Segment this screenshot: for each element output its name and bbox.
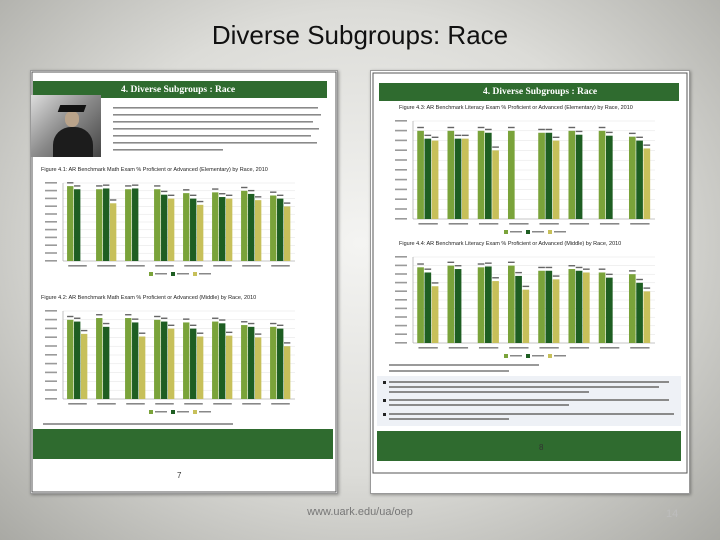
bar [270,327,276,399]
data-label [417,263,424,264]
bar [270,195,276,261]
data-label [629,270,636,271]
bar [424,139,431,219]
data-label [74,185,80,186]
legend-swatch [193,410,197,414]
section-banner-label: 4. Diverse Subgroups : Race [483,87,598,97]
legend-label [155,273,167,275]
bar [81,334,87,399]
data-label [538,129,545,130]
y-tick-label [45,389,57,391]
legend-swatch [149,272,153,276]
x-tick-label [539,223,558,225]
bar [67,186,73,261]
bar [478,267,485,343]
bar [74,322,80,399]
data-label [545,129,552,130]
bar-chart-math-middle [41,305,301,415]
data-label [606,132,613,133]
data-label [183,189,189,190]
y-tick-label [45,237,57,239]
legend-label [177,273,189,275]
bar [485,133,492,219]
bar [212,322,218,399]
data-label [606,274,613,275]
data-label [485,129,492,130]
slide-number: 14 [666,508,679,520]
data-label [568,265,575,266]
bar [508,266,515,343]
legend-label [554,231,566,233]
bar [197,337,203,399]
bar [545,271,552,343]
bar [284,346,290,399]
data-label [424,135,431,136]
legend-label [554,355,566,357]
data-label [183,318,189,319]
x-tick-label [479,347,498,349]
data-label [478,263,485,264]
legend-label [155,411,167,413]
bar-chart-literacy-middle [391,251,661,359]
x-tick-label [600,347,619,349]
x-tick-label [570,223,589,225]
data-label [74,318,80,319]
data-label [432,282,439,283]
bar [255,200,261,261]
data-label [417,127,424,128]
y-tick-label [395,290,407,292]
x-tick-label [155,265,174,267]
x-tick-label [271,403,290,405]
data-label [478,127,485,128]
bar [226,199,232,261]
bar [417,131,424,219]
slide-title: Diverse Subgroups: Race [211,20,509,50]
bar [545,133,552,219]
bar [424,272,431,343]
y-tick-label [45,336,57,338]
legend-swatch [149,410,153,414]
x-tick-label [97,265,116,267]
bar [248,327,254,399]
bar [190,329,196,399]
data-label [125,314,131,315]
bar [599,272,606,343]
y-tick-label [45,221,57,223]
data-label [636,137,643,138]
legend-swatch [504,354,508,358]
report-page-left [30,70,338,494]
bar [455,139,462,219]
y-tick-label [395,333,407,335]
y-tick-label [45,244,57,246]
y-tick-label [395,159,407,161]
bar [284,206,290,261]
data-label [515,272,522,273]
x-tick-label [479,223,498,225]
x-tick-label [242,265,261,267]
bar [492,150,499,219]
data-label [629,133,636,134]
bar [161,322,167,399]
data-label [161,191,167,192]
data-label [168,325,174,326]
legend-label [532,355,544,357]
page-number: 8 [539,443,544,452]
data-label [485,262,492,263]
bar [219,323,225,399]
bar [432,141,439,219]
bar [447,131,454,219]
data-label [219,319,225,320]
x-tick-label [242,403,261,405]
data-label [576,131,583,132]
x-tick-label [126,403,145,405]
data-label [455,265,462,266]
bar [462,139,469,219]
bar [568,269,575,343]
data-label [103,323,109,324]
footer-band [377,431,681,461]
data-label [168,195,174,196]
x-tick-label [184,403,203,405]
data-label [67,316,73,317]
data-label [139,333,145,334]
data-label [96,314,102,315]
y-tick-label [395,198,407,200]
x-tick-label [418,223,437,225]
bar [277,199,283,261]
y-tick-label [45,363,57,365]
data-label [636,279,643,280]
bar [508,131,515,219]
data-label [212,318,218,319]
x-tick-label [509,223,528,225]
legend-swatch [193,272,197,276]
bar [226,336,232,399]
y-tick-label [45,319,57,321]
data-label [523,286,530,287]
y-tick-label [45,190,57,192]
data-label [277,195,283,196]
data-label [644,144,651,145]
data-label [190,325,196,326]
data-label [277,325,283,326]
y-tick-label [395,120,407,122]
data-label [462,135,469,136]
data-label [447,127,454,128]
x-tick-label [509,347,528,349]
x-tick-label [449,223,468,225]
x-tick-label [570,347,589,349]
y-tick-label [395,265,407,267]
bar [255,337,261,399]
legend-swatch [171,410,175,414]
x-tick-label [213,265,232,267]
data-label [447,262,454,263]
bar [455,269,462,343]
bar [644,148,651,219]
bar [599,131,606,219]
footer-url: www.uark.edu/ua/oep [307,506,413,518]
y-tick-label [45,205,57,207]
data-label [568,127,575,128]
y-tick-label [395,342,407,344]
legend-label [199,411,211,413]
legend-swatch [548,354,552,358]
bar [447,266,454,343]
bar [161,195,167,261]
x-tick-label [184,265,203,267]
x-tick-label [68,403,87,405]
data-label [103,184,109,185]
data-label [284,202,290,203]
bar-chart-math-elementary [41,177,301,277]
legend-label [532,231,544,233]
data-label [132,318,138,319]
legend-swatch [504,230,508,234]
bar [154,189,160,261]
y-tick-label [45,310,57,312]
bar-chart-literacy-elementary [391,115,661,235]
bar [553,141,560,219]
data-label [197,201,203,202]
bar [417,267,424,343]
legend-swatch [548,230,552,234]
y-tick-label [395,256,407,258]
data-label [67,182,73,183]
bar [125,189,131,261]
data-label [455,135,462,136]
data-label [270,191,276,192]
page-number: 7 [177,471,182,480]
y-tick-label [395,325,407,327]
data-label [492,146,499,147]
data-label [226,195,232,196]
bar [629,274,636,343]
data-label [538,267,545,268]
bar [110,203,116,261]
footer-band [33,429,333,459]
y-tick-label [45,328,57,330]
bar [248,194,254,261]
data-label [81,330,87,331]
legend-swatch [526,230,530,234]
x-tick-label [600,223,619,225]
y-tick-label [395,189,407,191]
section-banner-label: 4. Diverse Subgroups : Race [121,85,236,95]
x-tick-label [213,403,232,405]
bar [183,322,189,399]
data-label [190,195,196,196]
data-label [96,185,102,186]
bar [241,325,247,399]
bar [219,197,225,261]
bar [132,322,138,399]
data-label [270,323,276,324]
chart-caption: Figure 4.4: AR Benchmark Literacy Exam % Proficient or Advanced (Middle) by Race, 2010 [399,241,622,247]
bar [553,279,560,343]
bar [644,291,651,343]
bar [636,283,643,343]
y-tick-label [395,308,407,310]
bar [125,318,131,399]
data-label [255,333,261,334]
y-tick-label [395,130,407,132]
data-label [154,185,160,186]
data-label [212,188,218,189]
legend-label [510,231,522,233]
x-tick-label [539,347,558,349]
bar [96,189,102,261]
bar [523,290,530,343]
x-tick-label [97,403,116,405]
findings-bullet-list [377,376,681,426]
data-label [110,199,116,200]
data-label [241,321,247,322]
data-label [424,268,431,269]
data-label [241,187,247,188]
y-tick-label [45,213,57,215]
y-tick-label [395,299,407,301]
y-tick-label [45,198,57,200]
bar [132,188,138,261]
y-tick-label [45,182,57,184]
y-tick-label [395,218,407,220]
data-label [255,196,261,197]
data-label [432,137,439,138]
data-label [492,277,499,278]
bar [606,136,613,219]
x-tick-label [630,347,649,349]
y-tick-label [395,316,407,318]
y-tick-label [395,282,407,284]
bar [139,337,145,399]
data-label [599,268,606,269]
x-tick-label [630,223,649,225]
bar [183,193,189,261]
y-tick-label [45,260,57,262]
legend-label [510,355,522,357]
bar [515,276,522,343]
legend-label [177,411,189,413]
section-banner [379,83,679,101]
graduate-photo [31,95,101,157]
bar [576,135,583,219]
y-tick-label [395,169,407,171]
data-label [154,316,160,317]
data-label [161,318,167,319]
data-label [583,268,590,269]
y-tick-label [45,354,57,356]
data-label [553,137,560,138]
bar [197,205,203,261]
data-label [125,185,131,186]
legend-swatch [171,272,175,276]
y-tick-label [395,179,407,181]
y-tick-label [45,252,57,254]
data-label [508,127,515,128]
data-label [226,332,232,333]
chart-caption: Figure 4.3: AR Benchmark Literacy Exam % Proficient or Advanced (Elementary) by Race, 2010 [399,105,633,111]
y-tick-label [395,140,407,142]
bar [606,278,613,343]
data-label [197,333,203,334]
bar [478,131,485,219]
x-tick-label [418,347,437,349]
bar [212,192,218,261]
bar [103,327,109,399]
bar [74,189,80,261]
bar [96,318,102,399]
bar [432,286,439,343]
bar [568,131,575,219]
y-tick-label [395,208,407,210]
bar [168,329,174,399]
data-label [219,193,225,194]
data-label [576,267,583,268]
data-label [599,127,606,128]
y-tick-label [45,380,57,382]
x-tick-label [271,265,290,267]
x-tick-label [155,403,174,405]
bar [576,271,583,343]
bar [103,188,109,261]
data-label [508,262,515,263]
legend-swatch [526,354,530,358]
bar [241,191,247,261]
chart-caption: Figure 4.1: AR Benchmark Math Exam % Proficient or Advanced (Elementary) by Race, 2010 [41,167,268,173]
x-tick-label [126,265,145,267]
x-tick-label [449,347,468,349]
data-label [644,287,651,288]
bar [538,133,545,219]
bar [154,320,160,399]
bar [67,320,73,399]
y-tick-label [45,398,57,400]
bar [583,272,590,343]
bar [277,329,283,399]
data-label [284,342,290,343]
bar [190,199,196,261]
y-tick-label [45,345,57,347]
report-page-right [370,70,690,494]
x-tick-label [68,265,87,267]
data-label [132,184,138,185]
bar [492,281,499,343]
intro-paragraph-lines [113,105,323,158]
data-label [248,323,254,324]
bar [629,137,636,219]
data-label [248,190,254,191]
legend-label [199,273,211,275]
bar [485,266,492,343]
y-tick-label [45,229,57,231]
chart-caption: Figure 4.2: AR Benchmark Math Exam % Proficient or Advanced (Middle) by Race, 2010 [41,295,257,301]
y-tick-label [45,372,57,374]
y-tick-label [395,149,407,151]
data-label [553,275,560,276]
bar [538,271,545,343]
bar [636,141,643,219]
y-tick-label [395,273,407,275]
bar [168,199,174,261]
data-label [545,267,552,268]
